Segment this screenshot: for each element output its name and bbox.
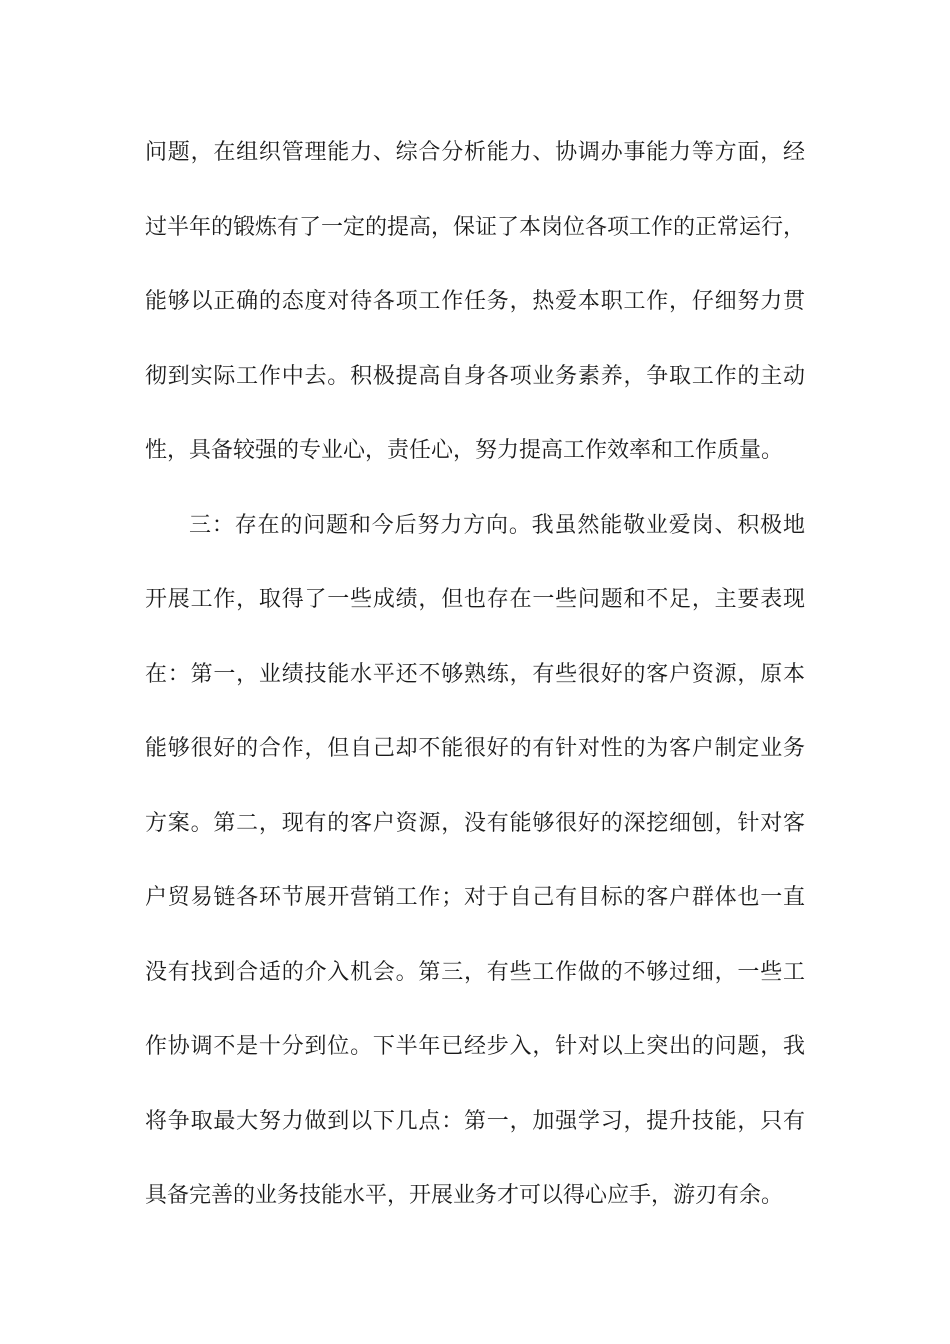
text-line-14: 将争取最大努力做到以下几点：第一，加强学习，提升技能，只有	[145, 1108, 805, 1134]
text-line-7: 开展工作，取得了一些成绩，但也存在一些问题和不足，主要表现	[145, 587, 805, 612]
text-line-9: 能够很好的合作，但自己却不能很好的有针对性的为客户制定业务	[145, 736, 805, 761]
text-line-6: 三：存在的问题和今后努力方向。我虽然能敬业爱岗、积极地	[189, 512, 805, 538]
text-line-10: 方案。第二，现有的客户资源，没有能够很好的深挖细刨，针对客	[145, 810, 805, 836]
text-line-8: 在：第一，业绩技能水平还不够熟练，有些很好的客户资源，原本	[145, 661, 805, 687]
text-line-2: 过半年的锻炼有了一定的提高，保证了本岗位各项工作的正常运行，	[145, 214, 806, 240]
text-line-5: 性，具备较强的专业心，责任心，努力提高工作效率和工作质量。	[145, 438, 784, 463]
text-line-12: 没有找到合适的介入机会。第三，有些工作做的不够过细，一些工	[145, 959, 805, 985]
body-text	[145, 128, 805, 1246]
text-line-3: 能够以正确的态度对待各项工作任务，热爱本职工作，仔细努力贯	[145, 289, 805, 314]
text-line-1: 问题，在组织管理能力、综合分析能力、协调办事能力等方面，经	[145, 140, 805, 165]
text-line-13: 作协调不是十分到位。下半年已经步入，针对以上突出的问题，我	[145, 1034, 805, 1059]
text-line-15: 具备完善的业务技能水平，开展业务才可以得心应手，游刃有余。	[145, 1183, 784, 1208]
text-line-4: 彻到实际工作中去。积极提高自身各项业务素养，争取工作的主动	[145, 363, 805, 389]
text-line-11: 户贸易链各环节展开营销工作；对于自己有目标的客户群体也一直	[145, 885, 805, 910]
